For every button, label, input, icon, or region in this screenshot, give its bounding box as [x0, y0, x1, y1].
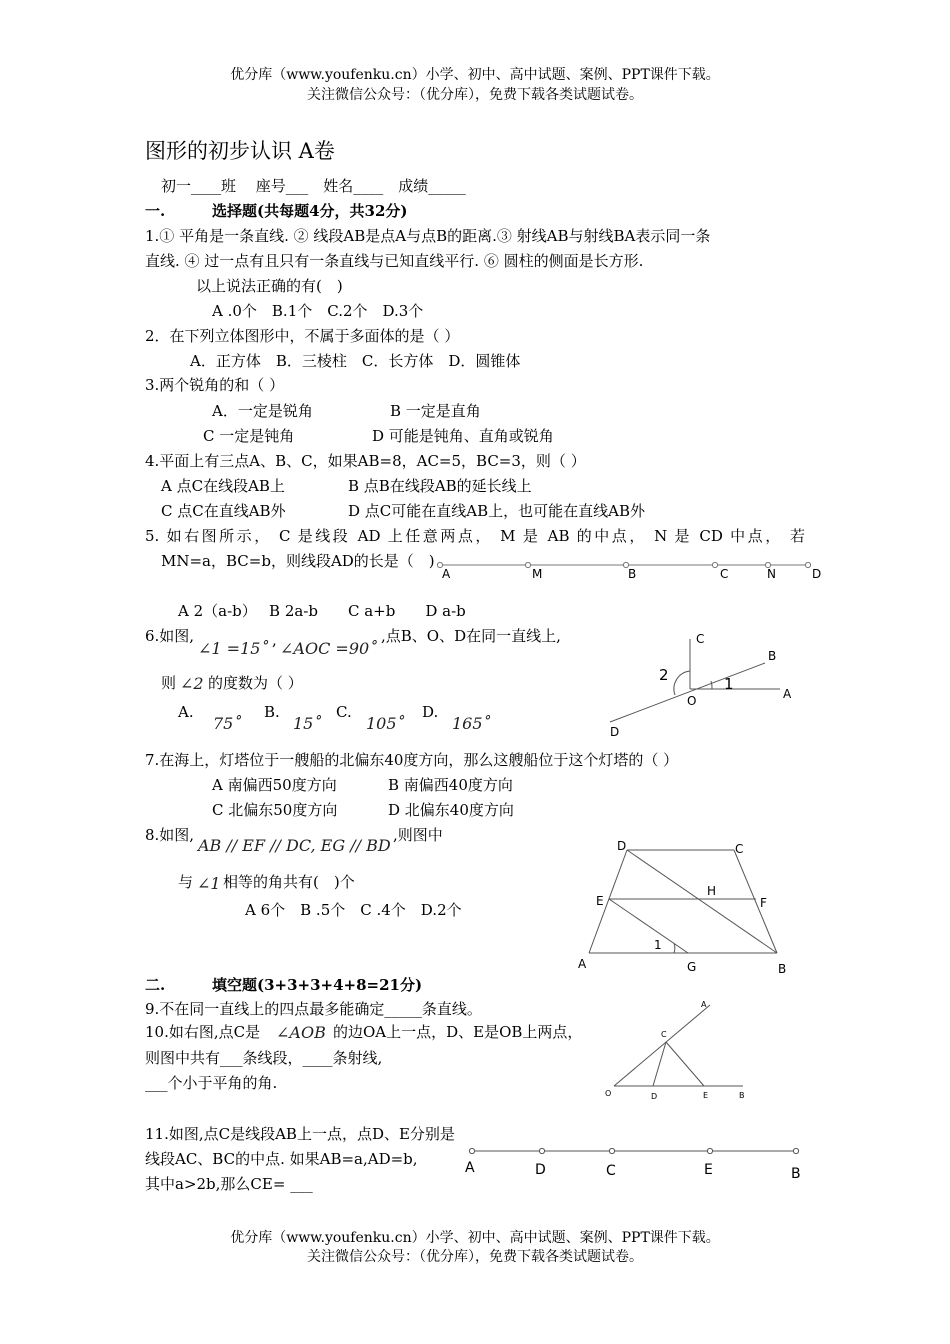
q6-arc-angle2	[674, 671, 690, 695]
q9-stem: 9.不在同一直线上的四点最多能确定_____条直线。	[145, 1000, 482, 1018]
q4-option-c: C 点C在直线AB外	[161, 502, 286, 520]
q5-line1: 5. 如右图所示， C 是线段 AD 上任意两点， M 是 AB 的中点， N 是 CD 中点， 若	[145, 527, 805, 545]
q6-suffix: ,点B、O、D在同一直线上,	[381, 627, 561, 645]
q11-point-b	[793, 1148, 798, 1153]
q8-segment-eg	[609, 899, 688, 953]
page-title: 图形的初步认识 A卷	[145, 139, 335, 163]
q10-ray-oa	[614, 1005, 710, 1086]
q5-options: A 2（a-b） B 2a-b C a+b D a-b	[178, 602, 466, 620]
q4-option-d: D 点C可能在直线AB上，也可能在直线AB外	[348, 502, 645, 520]
section2-title: 填空题(3+3+3+4+8=21分)	[212, 976, 423, 994]
q5-label-n: N	[767, 567, 776, 581]
q3-option-b: B 一定是直角	[390, 402, 481, 420]
q3-option-c: C 一定是钝角	[203, 427, 295, 445]
q6-value-a: 75˚	[213, 714, 242, 733]
q6-separator: ,	[272, 631, 277, 649]
q8-label-f: F	[760, 896, 767, 910]
q8-options: A 6个 B .5个 C .4个 D.2个	[245, 901, 462, 919]
q6-value-d: 165˚	[452, 714, 491, 733]
q6-math-angle1: ∠1 =15˚	[198, 639, 269, 658]
q5-label-b: B	[628, 567, 637, 581]
q5-label-a: A	[442, 567, 451, 581]
q7-option-b: B 南偏西40度方向	[388, 776, 513, 794]
q11-line2: 线段AC、BC的中点. 如果AB=a,AD=b,	[145, 1150, 418, 1168]
header-line-1: 优分库（www.youfenku.cn）小学、初中、高中试题、案例、PPT课件下载。	[230, 67, 720, 83]
q6-label-angle2: 2	[659, 666, 669, 684]
section2-number: 二.	[145, 976, 166, 994]
q6-label-angle1: 1	[724, 675, 734, 693]
q6-value-c: 105˚	[366, 714, 405, 733]
q8-label-a: A	[578, 957, 587, 971]
q6-label-a: A	[783, 687, 792, 701]
q5-figure	[430, 555, 830, 585]
q5-label-c: C	[720, 567, 729, 581]
q1-line3: 以上说法正确的有( )	[196, 277, 343, 295]
q1-line2: 直线. ④ 过一点有且只有一条直线与已知直线平行. ⑥ 圆柱的侧面是长方形.	[145, 252, 644, 270]
header-line-2: 关注微信公众号：（优分库），免费下载各类试题试卷。	[307, 87, 643, 103]
q8-line2a: 与	[178, 873, 194, 891]
q10-segment-ce	[666, 1042, 704, 1086]
q8-math-angle1: ∠1	[197, 874, 221, 893]
q2-stem: 2．在下列立体图形中，不属于多面体的是（ ）	[145, 327, 460, 345]
q11-label-b: B	[791, 1166, 801, 1182]
q4-option-b: B 点B在线段AB的延长线上	[348, 477, 532, 495]
q10-label-c: C	[661, 1030, 667, 1039]
q5-label-d: D	[812, 567, 822, 581]
q11-label-a: A	[465, 1160, 475, 1176]
q10-line3: ___个小于平角的角.	[145, 1074, 278, 1092]
q8-side-bc	[734, 850, 777, 953]
q11-label-c: C	[606, 1163, 616, 1179]
q4-option-a: A 点C在线段AB上	[161, 477, 285, 495]
q5-label-m: M	[532, 567, 543, 581]
q10-label-e: E	[703, 1091, 709, 1100]
q7-option-d: D 北偏东40度方向	[388, 801, 514, 819]
q8-label-g: G	[687, 960, 697, 974]
q1-options: A .0个 B.1个 C.2个 D.3个	[212, 302, 424, 320]
q6-line2b: 的度数为（ ）	[208, 674, 303, 692]
q6-option-c: C.	[336, 703, 352, 721]
q8-label-e: E	[596, 894, 604, 908]
q10-segment-cd	[653, 1042, 666, 1086]
q6-option-a: A.	[178, 703, 194, 721]
q6-label-c: C	[696, 632, 705, 646]
q5-point-c	[712, 562, 717, 567]
q2-options: A．正方体 B．三棱柱 C．长方体 D．圆锥体	[190, 352, 521, 370]
q8-label-h: H	[707, 884, 717, 898]
q6-label-d: D	[610, 725, 620, 739]
q8-label-d: D	[617, 839, 627, 853]
q5-point-m	[525, 562, 530, 567]
student-info: 初一____班 座号___ 姓名____ 成绩_____	[161, 177, 466, 195]
q8-math-parallel: AB // EF // DC, EG // BD	[198, 836, 391, 855]
q6-option-b: B.	[264, 703, 280, 721]
q6-math-aoc: ∠AOC =90˚	[280, 639, 378, 658]
q3-option-a: A．一定是锐角	[212, 402, 313, 420]
q10-label-d: D	[651, 1092, 658, 1101]
section1-title: 选择题(共每题4分，共32分)	[212, 202, 408, 220]
q8-prefix: 8.如图,	[145, 826, 195, 844]
q6-arc-angle1	[711, 681, 712, 689]
q8-figure	[570, 835, 800, 980]
q6-prefix: 6.如图,	[145, 627, 195, 645]
q6-option-d: D.	[422, 703, 439, 721]
q8-arc-angle1	[674, 943, 675, 953]
q11-point-e	[707, 1148, 712, 1153]
q5-line2: MN=a，BC=b，则线段AD的长是（ )	[161, 552, 435, 570]
q7-option-c: C 北偏东50度方向	[212, 801, 338, 819]
footer-line-2: 关注微信公众号：（优分库），免费下载各类试题试卷。	[307, 1249, 643, 1265]
q1-line1: 1.① 平角是一条直线. ② 线段AB是点A与点B的距离.③ 射线AB与射线BA表示同一条	[145, 227, 711, 245]
q11-point-d	[539, 1148, 544, 1153]
q10-label-o: O	[605, 1089, 612, 1098]
q3-stem: 3.两个锐角的和（ ）	[145, 376, 285, 394]
q11-point-a	[469, 1148, 474, 1153]
q8-label-angle1: 1	[654, 938, 662, 952]
q8-side-ad	[589, 850, 627, 953]
q4-stem: 4.平面上有三点A、B、C，如果AB=8，AC=5，BC=3，则（ ）	[145, 452, 586, 470]
q8-suffix: ,则图中	[393, 826, 443, 844]
q11-line3: 其中a>2b,那么CE= ___	[145, 1175, 313, 1193]
q3-option-d: D 可能是钝角、直角或锐角	[372, 427, 554, 445]
q6-math-angle2: ∠2	[180, 674, 204, 693]
q5-point-d	[805, 562, 810, 567]
q11-point-c	[609, 1148, 614, 1153]
q8-label-c: C	[735, 842, 744, 856]
q11-label-e: E	[704, 1162, 713, 1178]
q6-label-b: B	[768, 649, 777, 663]
footer-line-1: 优分库（www.youfenku.cn）小学、初中、高中试题、案例、PPT课件下载。	[230, 1230, 720, 1246]
q10-prefix: 10.如右图,点C是	[145, 1023, 261, 1041]
q10-suffix: 的边OA上一点，D、E是OB上两点，	[333, 1023, 583, 1041]
q6-value-b: 15˚	[293, 714, 322, 733]
q6-label-o: O	[687, 694, 697, 708]
section1-number: 一.	[145, 202, 166, 220]
q11-line1: 11.如图,点C是线段AB上一点，点D、E分别是	[145, 1125, 455, 1143]
q10-math-aob: ∠AOB	[276, 1023, 326, 1042]
q10-label-b: B	[739, 1091, 745, 1100]
q8-segment-bd	[627, 850, 777, 953]
q7-option-a: A 南偏西50度方向	[212, 776, 337, 794]
q11-label-d: D	[535, 1162, 546, 1178]
q6-line2a: 则	[161, 674, 177, 692]
q7-stem: 7.在海上，灯塔位于一艘船的北偏东40度方向，那么这艘船位于这个灯塔的（ ）	[145, 751, 679, 769]
q6-figure	[600, 625, 800, 740]
q11-figure	[460, 1140, 810, 1185]
q8-line2b: 相等的角共有( )个	[223, 873, 355, 891]
q10-label-a: A	[701, 1000, 707, 1009]
q10-figure	[595, 995, 755, 1110]
q10-line2: 则图中共有___条线段，____条射线,	[145, 1049, 383, 1067]
q8-label-b: B	[778, 962, 787, 976]
